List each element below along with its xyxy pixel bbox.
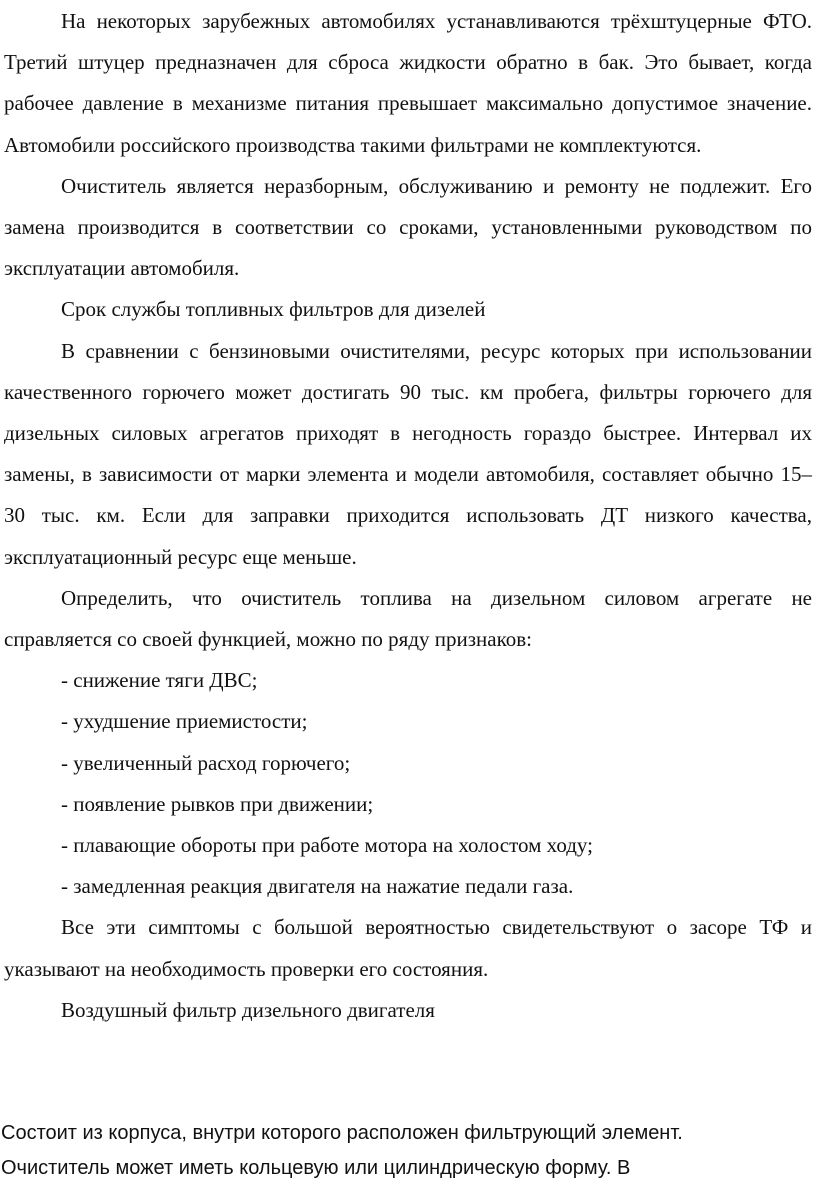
paragraph-replacement-interval: В сравнении с бензиновыми очистителями, ресурс которых при использовании качественного горючего может достигать 90 тыс. км пробега, фильтры горючего для дизельных силовых агрегатов приходят в негодность гораздо быстрее. Интервал их замены, в зависимости от марки элемента и модели автомобиля, составляет обычно 15–30 тыс. км. Если для заправки приходится использовать ДТ низкого качества, эксплуатационный ресурс еще меньше.: [4, 338, 812, 569]
paragraph-non-serviceable: Очиститель является неразборным, обслуживанию и ремонту не подлежит. Его замена производится в соответствии со сроками, установленными руководством по эксплуатации автомобиля.: [4, 173, 812, 281]
list-item: - замедленная реакция двигателя на нажатие педали газа.: [61, 874, 574, 899]
list-item: - увеличенный расход горючего;: [61, 750, 351, 775]
document-tail: [1, 1116, 813, 1186]
section-heading-air-filter: Воздушный фильтр дизельного двигателя: [61, 997, 435, 1022]
paragraph-fto-types: На некоторых зарубежных автомобилях устанавливаются трёхштуцерные ФТО. Третий штуцер предназначен для сброса жидкости обратно в бак. Это бывает, когда рабочее давление в механизме питания превышает максимально допустимое значение. Автомобили российского производства такими фильтрами не комплектуются.: [4, 9, 812, 157]
paragraph-symptoms-intro: Определить, что очиститель топлива на дизельном силовом агрегате не справляется со своей функцией, можно по ряду признаков:: [4, 585, 812, 652]
list-item: - появление рывков при движении;: [61, 791, 374, 816]
list-item: - снижение тяги ДВС;: [61, 668, 258, 693]
list-item: - ухудшение приемистости;: [61, 709, 308, 734]
list-item: - плавающие обороты при работе мотора на холостом ходу;: [61, 833, 593, 858]
tail-line: Состоит из корпуса, внутри которого расположен фильтрующий элемент.: [1, 1122, 683, 1144]
paragraph-symptoms-conclusion: Все эти симптомы с большой вероятностью свидетельствуют о засоре ТФ и указывают на необходимость проверки его состояния.: [4, 915, 812, 981]
tail-line: Очиститель может иметь кольцевую или цилиндрическую форму. В: [1, 1157, 631, 1179]
document-body: [4, 1, 812, 1031]
section-heading-diesel-filter-life: Срок службы топливных фильтров для дизелей: [61, 297, 486, 322]
